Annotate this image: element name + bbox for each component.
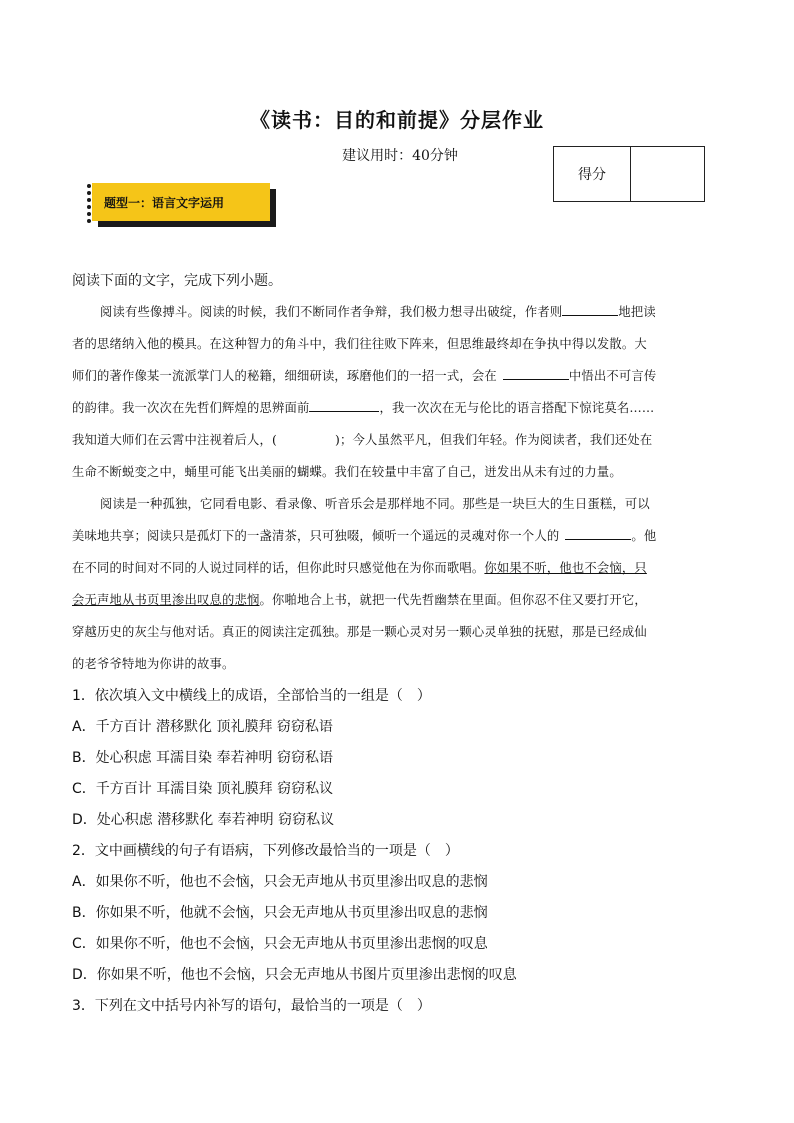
passage-text: 地把读 — [618, 305, 656, 319]
passage-line: 阅读是一种孤独，它同看电影、看录像、听音乐会是那样地不同。那些是一块巨大的生日蛋糕，可以 — [100, 497, 650, 511]
score-value-field[interactable] — [631, 147, 704, 201]
answer-option[interactable]: C．千方百计 耳濡目染 顶礼膜拜 窃窃私议 — [72, 781, 334, 797]
answer-option[interactable]: B．处心积虑 耳濡目染 奉若神明 窃窃私语 — [72, 750, 333, 766]
passage-text: 阅读有些像搏斗。阅读的时候，我们不断同作者争辩，我们极力想寻出破绽，作者则 — [100, 305, 563, 319]
page-title: 《读书：目的和前提》分层作业 — [250, 108, 544, 132]
answer-option[interactable]: A．千方百计 潜移默化 顶礼膜拜 窃窃私语 — [72, 719, 333, 735]
passage-line — [72, 366, 722, 384]
passage-line — [72, 590, 722, 608]
passage-text: 师们的著作像某一流派掌门人的秘籍，细细研读，琢磨他们的一招一式，会在 — [72, 369, 497, 383]
passage-text: 在不同的时间对不同的人说过同样的话，但你此时只感觉他在为你而歌唱。 — [72, 561, 485, 575]
answer-option[interactable]: D．处心积虑 潜移默化 奉若神明 窃窃私议 — [72, 812, 335, 828]
fill-blank — [562, 303, 618, 316]
passage-text: 的韵律。我一次次在先哲们辉煌的思辨面前 — [72, 401, 310, 415]
passage-line: 生命不断蜕变之中，蛹里可能飞出美丽的蝴蝶。我们在较量中丰富了自己，迸发出从未有过的力量。 — [72, 465, 622, 479]
passage-line — [72, 558, 722, 576]
passage-text: 我知道大师们在云霄中注视着后人，( — [72, 433, 277, 447]
passage-text: 美味地共享；阅读只是孤灯下的一盏清茶，只可独啜，倾听一个遥远的灵魂对你一个人的 — [72, 529, 560, 543]
answer-option[interactable]: C．如果你不听，他也不会恼，只会无声地从书页里渗出悲悯的叹息 — [72, 936, 488, 952]
passage-line: 者的思绪纳入他的模具。在这种智力的角斗中，我们往往败下阵来，但思维最终却在争执中得以发散。大 — [72, 337, 647, 351]
fill-blank — [309, 399, 379, 412]
answer-option[interactable]: B．你如果不听，他就不会恼，只会无声地从书页里渗出叹息的悲悯 — [72, 905, 488, 921]
passage-text: 。你啪地合上书，就把一代先哲幽禁在里面。但你忍不住又要打开它， — [259, 593, 647, 607]
score-label: 得分 — [554, 147, 631, 201]
answer-option[interactable]: D．你如果不听，他也不会恼，只会无声地从书图片页里渗出悲悯的叹息 — [72, 967, 517, 983]
question-stem: 1．依次填入文中横线上的成语，全部恰当的一组是（ ） — [72, 688, 431, 704]
passage-text: )；今人虽然平凡，但我们年轻。作为阅读者，我们还处在 — [334, 433, 653, 447]
fill-blank — [565, 527, 631, 540]
underlined-sentence: 会无声地从书页里渗出叹息的悲悯 — [72, 593, 260, 607]
fill-blank — [503, 367, 569, 380]
passage-text: 中悟出不可言传 — [568, 369, 657, 383]
passage-text: ，我一次次在无与伦比的语言搭配下惊诧莫名…… — [379, 401, 655, 415]
passage-line — [100, 302, 722, 320]
passage-line — [72, 398, 722, 416]
reading-instruction: 阅读下面的文字，完成下列小题。 — [72, 273, 282, 289]
score-box — [553, 146, 705, 202]
passage-line — [72, 430, 722, 448]
passage-line — [72, 526, 722, 544]
question-stem: 2．文中画横线的句子有语病，下列修改最恰当的一项是（ ） — [72, 843, 459, 859]
suggested-time: 建议用时：40分钟 — [342, 148, 458, 164]
passage-line: 穿越历史的灰尘与他对话。真正的阅读注定孤独。那是一颗心灵对另一颗心灵单独的抚慰，那是已经成仙 — [72, 625, 647, 639]
banner-label: 题型一：语言文字运用 — [104, 196, 225, 210]
underlined-sentence: 你如果不听，他也不会恼，只 — [484, 561, 647, 575]
passage-line: 的老爷爷特地为你讲的故事。 — [72, 657, 235, 671]
passage-text: 。他 — [631, 529, 657, 543]
section-banner — [86, 181, 276, 229]
question-stem: 3．下列在文中括号内补写的语句，最恰当的一项是（ ） — [72, 998, 431, 1014]
answer-option[interactable]: A．如果你不听，他也不会恼，只会无声地从书页里渗出叹息的悲悯 — [72, 874, 488, 890]
